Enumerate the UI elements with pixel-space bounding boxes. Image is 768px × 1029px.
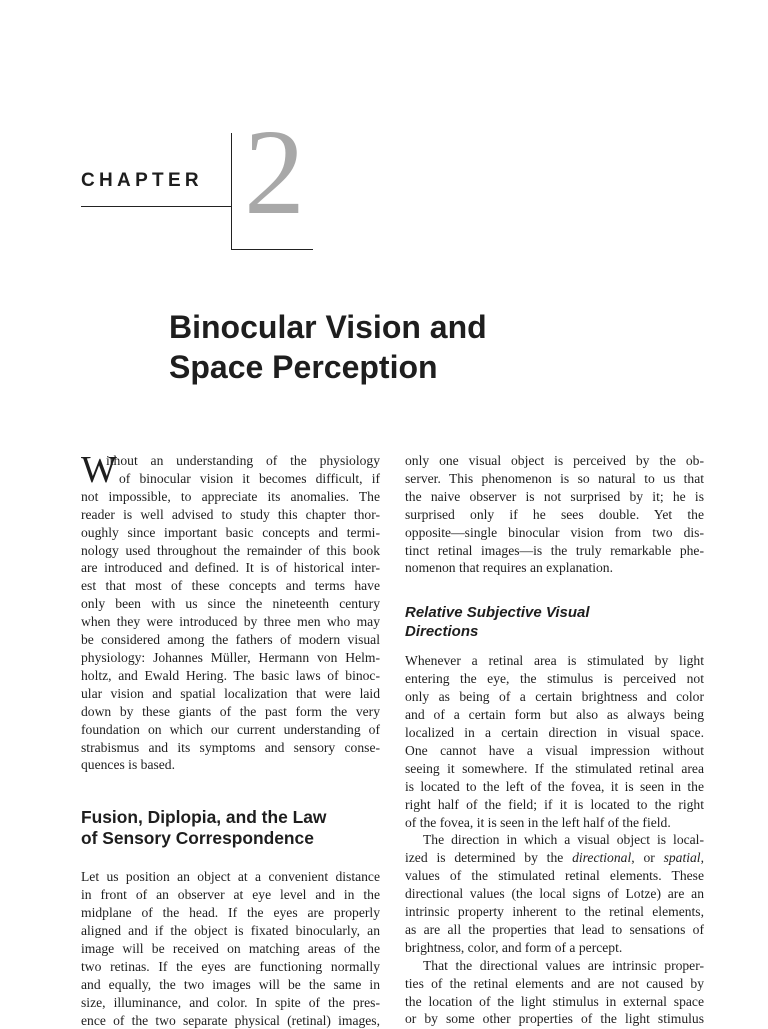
text-line: are introduced and defined. It is of historical inter- bbox=[81, 560, 380, 576]
text-line: be considered among the fathers of modern visual bbox=[81, 632, 380, 648]
text-line: down by these giants of the past form the very bbox=[81, 703, 380, 719]
emphasis-spatial: spatial bbox=[663, 850, 701, 866]
text-line: or by some other properties of the light stimulus bbox=[405, 1011, 704, 1027]
text-line: surprised only if he sees double. Yet the bbox=[405, 506, 704, 522]
text-line: brightness, color, and form of a percept. bbox=[405, 939, 623, 955]
text-line: ithout an understanding of the physiology bbox=[106, 453, 380, 468]
text-line: two retinas. If the eyes are functioning normally bbox=[81, 958, 380, 974]
text-line: holtz, and Ewald Hering. The basic laws of binoc- bbox=[81, 667, 380, 683]
text-line: is located to the left of the fovea, it is seen in the bbox=[405, 778, 704, 794]
text-line: Whenever a retinal area is stimulated by light bbox=[405, 653, 704, 669]
chapter-title-line: Space Perception bbox=[169, 349, 438, 385]
chapter-title-line: Binocular Vision and bbox=[169, 309, 487, 345]
text-line: of binocular vision it becomes difficult, if bbox=[119, 470, 380, 486]
text-line: midplane of the head. If the eyes are properly bbox=[81, 905, 380, 921]
text-line: reader is well advised to study this chapter thor- bbox=[81, 506, 380, 522]
chapter-number: 2 bbox=[244, 105, 305, 240]
intro-paragraph bbox=[81, 449, 380, 774]
text-line: as are all the properties that lead to sensations of bbox=[405, 921, 704, 937]
chapter-label: CHAPTER bbox=[81, 170, 203, 191]
text-line: image will be received on matching areas of the bbox=[81, 940, 380, 956]
text-line: server. This phenomenon is so natural to us that bbox=[405, 470, 704, 486]
text-line: when they were introduced by three men who may bbox=[81, 614, 380, 630]
text-line: foundation on which our current understanding of bbox=[81, 721, 380, 737]
text-line bbox=[405, 849, 704, 867]
text-run: , bbox=[700, 850, 704, 866]
text-line: directional values (the local signs of Lotze) are an bbox=[405, 886, 704, 902]
continued-paragraph bbox=[405, 452, 704, 577]
text-run: ized is determined by the bbox=[405, 850, 573, 866]
directions-paragraph-1 bbox=[405, 652, 704, 831]
text-line: ence of the two separate physical (retinal) images, bbox=[81, 1012, 380, 1028]
text-line: ular vision and spatial localization that were laid bbox=[81, 685, 380, 701]
text-line: right half of the field; if it is located to the right bbox=[405, 796, 704, 812]
text-run: , or bbox=[631, 850, 664, 866]
text-line: strabismus and its symptoms and sensory conse- bbox=[81, 739, 380, 755]
text-line: localized in a certain direction in visual space. bbox=[405, 724, 704, 740]
heading-line: Directions bbox=[405, 623, 479, 641]
text-line: the naive observer is not surprised by it; he is bbox=[405, 488, 704, 504]
text-line: seeing it somewhere. If the stimulated retinal area bbox=[405, 760, 704, 776]
text-line: One cannot have a visual impression without bbox=[405, 742, 704, 758]
text-line: That the directional values are intrinsic proper- bbox=[423, 957, 704, 973]
text-line: of the fovea, it is seen in the left half of the field. bbox=[405, 814, 671, 830]
directions-paragraph-3 bbox=[405, 957, 704, 1029]
heading-line: Fusion, Diplopia, and the Law bbox=[81, 807, 327, 828]
text-line: only been with us since the nineteenth century bbox=[81, 596, 380, 612]
directions-paragraph-2 bbox=[405, 831, 704, 956]
text-line: oughly since important basic concepts and termi- bbox=[81, 524, 380, 540]
text-line: size, illuminance, and color. In spite of the pres- bbox=[81, 994, 380, 1010]
text-line: physiology: Johannes Müller, Hermann von Helm- bbox=[81, 649, 380, 665]
text-line: opposite—single binocular vision from two dis- bbox=[405, 524, 704, 540]
text-line: not impossible, to appreciate its anomalies. The bbox=[81, 488, 380, 504]
text-line: tinct retinal images—is the truly remarkable phe- bbox=[405, 542, 704, 558]
section-heading-fusion bbox=[81, 807, 380, 849]
text-line: intrinsic property inherent to the retinal elements, bbox=[405, 904, 704, 920]
chapter-rule-horizontal-bottom bbox=[231, 249, 313, 250]
emphasis-directional: directional bbox=[572, 850, 632, 866]
text-line: The direction in which a visual object is local- bbox=[423, 832, 704, 848]
text-line: Let us position an object at a convenient distance bbox=[81, 869, 380, 885]
text-line: ties of the retinal elements and are not caused by bbox=[405, 975, 704, 991]
text-line: quences is based. bbox=[81, 757, 175, 773]
text-line: nomenon that requires an explanation. bbox=[405, 560, 613, 576]
text-line: only one visual object is perceived by the ob- bbox=[405, 453, 704, 468]
drop-cap: W bbox=[81, 449, 117, 491]
fusion-paragraph bbox=[81, 868, 380, 1029]
heading-line: of Sensory Correspondence bbox=[81, 828, 314, 849]
text-line: in front of an observer at eye level and in the bbox=[81, 887, 380, 903]
chapter-rule-horizontal-top bbox=[81, 206, 231, 207]
text-line: nology used throughout the remainder of this book bbox=[81, 542, 380, 558]
section-heading-visual-directions bbox=[405, 603, 704, 641]
text-line: entering the eye, the stimulus is perceived not bbox=[405, 671, 704, 687]
text-line: est that most of these concepts and terms have bbox=[81, 578, 380, 594]
text-line: aligned and if the object is fixated binocularly, an bbox=[81, 923, 380, 939]
text-line: values of the stimulated retinal elements. These bbox=[405, 868, 704, 884]
text-line: and equally, the two images will be the same in bbox=[81, 976, 380, 992]
text-line: and of a certain form but also as always being bbox=[405, 707, 704, 723]
chapter-title bbox=[169, 307, 487, 387]
left-column bbox=[81, 449, 380, 1029]
heading-line: Relative Subjective Visual bbox=[405, 604, 590, 622]
text-line: only as being of a certain brightness and color bbox=[405, 689, 704, 705]
text-line: the location of the light stimulus in external space bbox=[405, 993, 704, 1009]
chapter-rule-vertical bbox=[231, 133, 232, 250]
right-column bbox=[405, 452, 704, 1028]
